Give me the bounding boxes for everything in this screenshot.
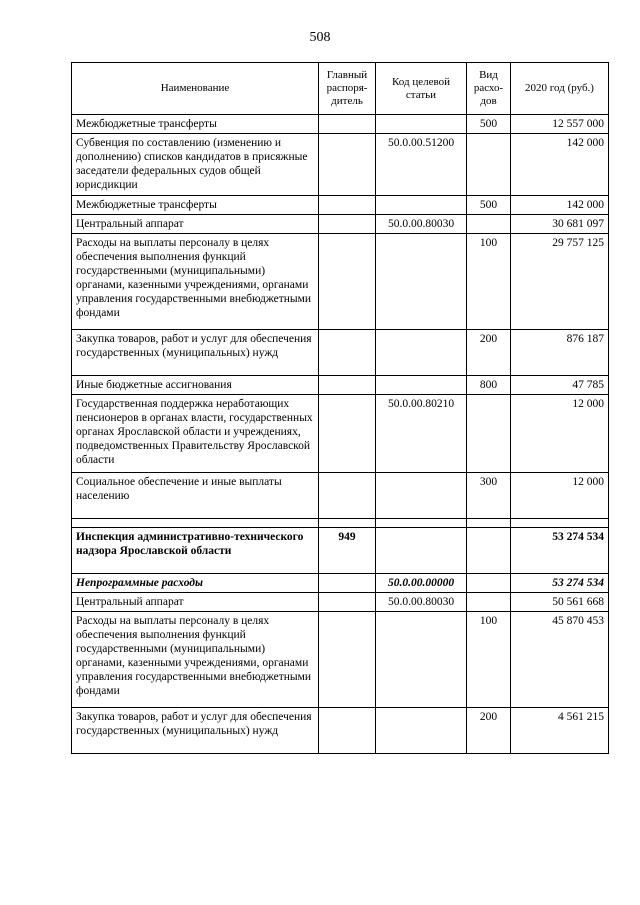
name-cell: Закупка товаров, работ и услуг для обеспечения государственных (муниципальных) нужд	[72, 330, 319, 376]
table-row	[72, 395, 609, 473]
table-row	[72, 528, 609, 574]
amount-cell: 142 000	[511, 196, 609, 215]
name-cell: Центральный аппарат	[72, 215, 319, 234]
spacer-cell	[376, 519, 467, 528]
type-cell	[467, 528, 511, 574]
amount-cell: 12 000	[511, 473, 609, 519]
type-cell: 100	[467, 234, 511, 330]
code-cell	[376, 115, 467, 134]
table-row	[72, 234, 609, 330]
type-cell	[467, 134, 511, 196]
spacer-cell	[319, 519, 376, 528]
type-cell: 300	[467, 473, 511, 519]
amount-cell: 142 000	[511, 134, 609, 196]
admin-cell	[319, 196, 376, 215]
name-cell: Инспекция административно-технического надзора Ярославской области	[72, 528, 319, 574]
admin-cell	[319, 708, 376, 754]
table-row	[72, 115, 609, 134]
table-body	[72, 115, 609, 754]
table-row	[72, 473, 609, 519]
name-cell: Закупка товаров, работ и услуг для обеспечения государственных (муниципальных) нужд	[72, 708, 319, 754]
table-row	[72, 134, 609, 196]
name-cell: Межбюджетные трансферты	[72, 115, 319, 134]
code-cell	[376, 528, 467, 574]
amount-cell: 50 561 668	[511, 593, 609, 612]
type-cell: 100	[467, 612, 511, 708]
table-row	[72, 330, 609, 376]
type-cell	[467, 574, 511, 593]
code-cell: 50.0.00.51200	[376, 134, 467, 196]
code-cell: 50.0.00.80210	[376, 395, 467, 473]
admin-cell	[319, 574, 376, 593]
code-cell: 50.0.00.80030	[376, 593, 467, 612]
type-cell	[467, 593, 511, 612]
amount-cell: 4 561 215	[511, 708, 609, 754]
name-cell: Расходы на выплаты персоналу в целях обеспечения выполнения функций государственными (муниципальными) органами, казенными учреждениями, органами управления государственными внебюджетными фондами	[72, 612, 319, 708]
type-cell	[467, 395, 511, 473]
code-cell	[376, 473, 467, 519]
code-cell	[376, 234, 467, 330]
spacer-cell	[72, 519, 319, 528]
admin-cell: 949	[319, 528, 376, 574]
amount-cell: 53 274 534	[511, 574, 609, 593]
spacer-cell	[467, 519, 511, 528]
table-row	[72, 612, 609, 708]
type-cell: 200	[467, 708, 511, 754]
admin-cell	[319, 330, 376, 376]
amount-cell: 876 187	[511, 330, 609, 376]
type-cell: 200	[467, 330, 511, 376]
type-cell: 800	[467, 376, 511, 395]
amount-cell: 12 557 000	[511, 115, 609, 134]
name-cell: Субвенция по составлению (изменению и дополнению) списков кандидатов в присяжные заседатели федеральных судов общей юрисдикции	[72, 134, 319, 196]
spacer-row	[72, 519, 609, 528]
code-cell: 50.0.00.80030	[376, 215, 467, 234]
admin-cell	[319, 234, 376, 330]
code-cell	[376, 376, 467, 395]
admin-cell	[319, 473, 376, 519]
table-row	[72, 574, 609, 593]
code-cell: 50.0.00.00000	[376, 574, 467, 593]
admin-cell	[319, 115, 376, 134]
name-cell: Иные бюджетные ассигнования	[72, 376, 319, 395]
table-row	[72, 215, 609, 234]
page-number: 508	[309, 30, 331, 45]
amount-cell: 30 681 097	[511, 215, 609, 234]
type-cell	[467, 215, 511, 234]
amount-cell: 47 785	[511, 376, 609, 395]
amount-cell: 12 000	[511, 395, 609, 473]
type-cell: 500	[467, 196, 511, 215]
name-cell: Государственная поддержка неработающих пенсионеров в органах власти, государственных органах Ярославской области и учреждениях, подведомственных Правительству Ярославской области	[72, 395, 319, 473]
admin-cell	[319, 612, 376, 708]
name-cell: Центральный аппарат	[72, 593, 319, 612]
name-cell: Расходы на выплаты персоналу в целях обеспечения выполнения функций государственными (муниципальными) органами, казенными учреждениями, органами управления государственными внебюджетными фондами	[72, 234, 319, 330]
code-cell	[376, 196, 467, 215]
name-cell: Социальное обеспечение и иные выплаты населению	[72, 473, 319, 519]
header-amount: 2020 год (руб.)	[511, 63, 609, 115]
name-cell: Межбюджетные трансферты	[72, 196, 319, 215]
amount-cell: 53 274 534	[511, 528, 609, 574]
table-row	[72, 376, 609, 395]
code-cell	[376, 708, 467, 754]
spacer-cell	[511, 519, 609, 528]
type-cell: 500	[467, 115, 511, 134]
name-cell: Непрограммные расходы	[72, 574, 319, 593]
amount-cell: 45 870 453	[511, 612, 609, 708]
table-header-row	[72, 63, 609, 115]
table-row	[72, 708, 609, 754]
header-name: Наименование	[72, 63, 319, 115]
admin-cell	[319, 395, 376, 473]
admin-cell	[319, 593, 376, 612]
header-admin: Главный распоря-дитель	[319, 63, 376, 115]
admin-cell	[319, 134, 376, 196]
table-row	[72, 593, 609, 612]
table-row	[72, 196, 609, 215]
admin-cell	[319, 215, 376, 234]
code-cell	[376, 330, 467, 376]
amount-cell: 29 757 125	[511, 234, 609, 330]
admin-cell	[319, 376, 376, 395]
header-type: Вид расхо-дов	[467, 63, 511, 115]
budget-table	[71, 62, 609, 754]
header-code: Код целевой статьи	[376, 63, 467, 115]
code-cell	[376, 612, 467, 708]
